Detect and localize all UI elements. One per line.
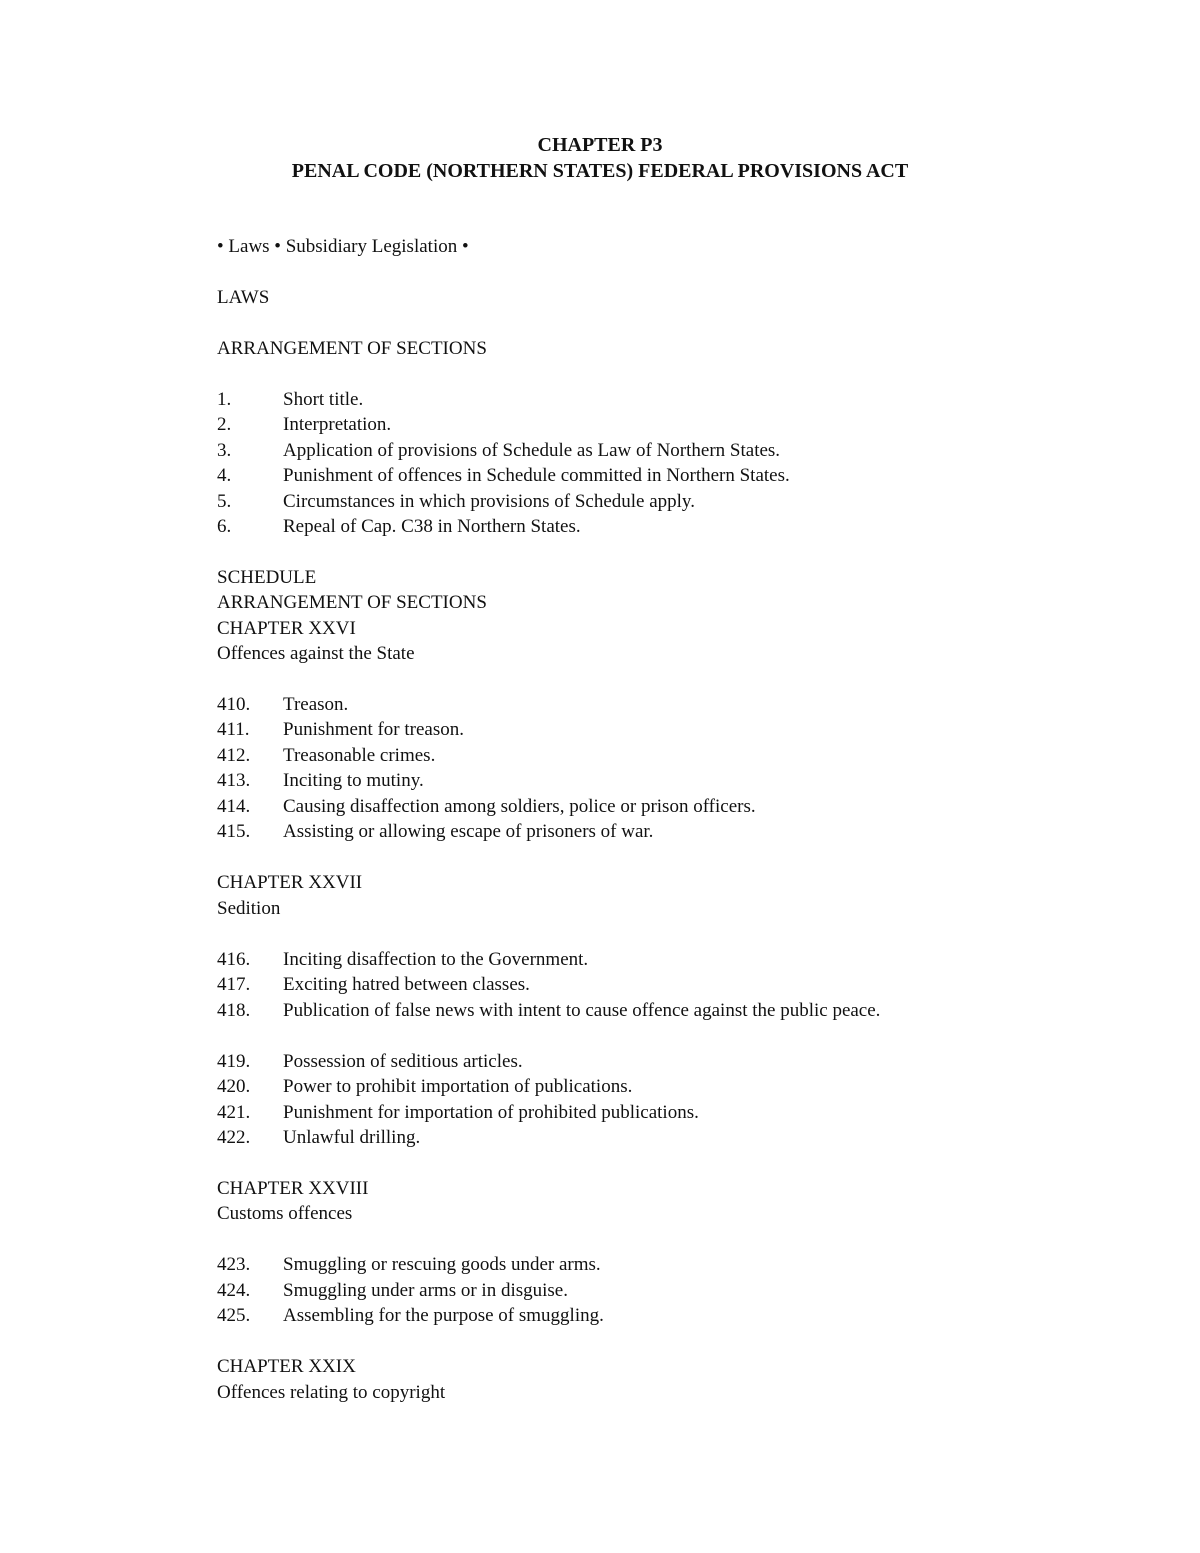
section-row: [217, 1305, 604, 1327]
section-title: Possession of seditious articles.: [283, 1051, 523, 1072]
chapter-xxviii-subtitle: Customs offences: [217, 1203, 353, 1224]
section-row: [217, 1076, 632, 1098]
section-row: [217, 949, 588, 971]
chapter-xxvii-heading: CHAPTER XXVII: [217, 872, 363, 893]
section-row: [217, 491, 695, 513]
section-title: Punishment for importation of prohibited publications.: [283, 1102, 699, 1123]
section-row: [217, 770, 424, 792]
section-row: [217, 974, 530, 996]
navigation-links[interactable]: • Laws • Subsidiary Legislation •: [217, 236, 469, 257]
chapter-xxvi-heading: CHAPTER XXVI: [217, 618, 356, 639]
section-row: [217, 745, 435, 767]
section-title: Interpretation.: [283, 414, 392, 435]
chapter-xxix-subtitle: Offences relating to copyright: [217, 1382, 446, 1403]
section-number: 3.: [217, 440, 232, 461]
section-row: [217, 1280, 568, 1302]
section-row: [217, 440, 780, 462]
section-number: 414.: [217, 796, 251, 817]
section-row: [217, 414, 391, 436]
section-row: [217, 821, 653, 843]
schedule-heading: SCHEDULE: [217, 567, 317, 588]
section-number: 4.: [217, 465, 232, 486]
section-row: [217, 465, 790, 487]
section-row: [217, 1051, 523, 1073]
chapter-xxviii-heading: CHAPTER XXVIII: [217, 1178, 369, 1199]
section-number: 5.: [217, 491, 232, 512]
section-number: 411.: [217, 719, 250, 740]
section-number: 423.: [217, 1254, 251, 1275]
chapter-xxvii-subtitle: Sedition: [217, 898, 281, 919]
section-number: 6.: [217, 516, 232, 537]
section-number: 420.: [217, 1076, 251, 1097]
section-title: Assembling for the purpose of smuggling.: [283, 1305, 604, 1326]
section-title: Punishment of offences in Schedule committed in Northern States.: [283, 465, 790, 486]
section-title: Power to prohibit importation of publications.: [283, 1076, 633, 1097]
section-title: Assisting or allowing escape of prisoners of war.: [283, 821, 654, 842]
section-title: Application of provisions of Schedule as Law of Northern States.: [283, 440, 781, 461]
section-number: 421.: [217, 1102, 251, 1123]
section-number: 424.: [217, 1280, 251, 1301]
section-number: 413.: [217, 770, 251, 791]
section-row: [217, 389, 363, 411]
section-number: 418.: [217, 1000, 251, 1021]
section-title: Inciting disaffection to the Government.: [283, 949, 589, 970]
section-row: [217, 1000, 880, 1022]
arrangement-heading: ARRANGEMENT OF SECTIONS: [217, 338, 487, 359]
section-number: 415.: [217, 821, 251, 842]
section-row: [217, 719, 464, 741]
section-title: Publication of false news with intent to cause offence against the public peace.: [283, 1000, 881, 1021]
section-number: 412.: [217, 745, 251, 766]
section-title: Exciting hatred between classes.: [283, 974, 530, 995]
chapter-xxix-heading: CHAPTER XXIX: [217, 1356, 356, 1377]
schedule-arrangement-heading: ARRANGEMENT OF SECTIONS: [217, 592, 487, 613]
section-title: Smuggling under arms or in disguise.: [283, 1280, 568, 1301]
section-title: Causing disaffection among soldiers, police or prison officers.: [283, 796, 756, 817]
section-row: [217, 796, 756, 818]
section-number: 419.: [217, 1051, 251, 1072]
section-title: Treason.: [283, 694, 349, 715]
section-row: [217, 1102, 699, 1124]
section-number: 416.: [217, 949, 251, 970]
chapter-heading: CHAPTER P3: [537, 134, 663, 156]
laws-heading: LAWS: [217, 287, 270, 308]
section-row: [217, 1127, 420, 1149]
section-title: Repeal of Cap. C38 in Northern States.: [283, 516, 581, 537]
section-title: Unlawful drilling.: [283, 1127, 421, 1148]
section-number: 410.: [217, 694, 251, 715]
section-title: Smuggling or rescuing goods under arms.: [283, 1254, 601, 1275]
act-title: PENAL CODE (NORTHERN STATES) FEDERAL PROVISIONS ACT: [291, 160, 909, 182]
section-title: Inciting to mutiny.: [283, 770, 424, 791]
section-number: 422.: [217, 1127, 251, 1148]
section-number: 2.: [217, 414, 232, 435]
chapter-xxvi-subtitle: Offences against the State: [217, 643, 415, 664]
section-title: Circumstances in which provisions of Schedule apply.: [283, 491, 695, 512]
section-row: [217, 1254, 601, 1276]
section-number: 425.: [217, 1305, 251, 1326]
section-title: Punishment for treason.: [283, 719, 465, 740]
section-title: Treasonable crimes.: [283, 745, 436, 766]
section-number: 417.: [217, 974, 251, 995]
section-number: 1.: [217, 389, 232, 410]
section-row: [217, 694, 348, 716]
section-title: Short title.: [283, 389, 364, 410]
section-row: [217, 516, 581, 538]
